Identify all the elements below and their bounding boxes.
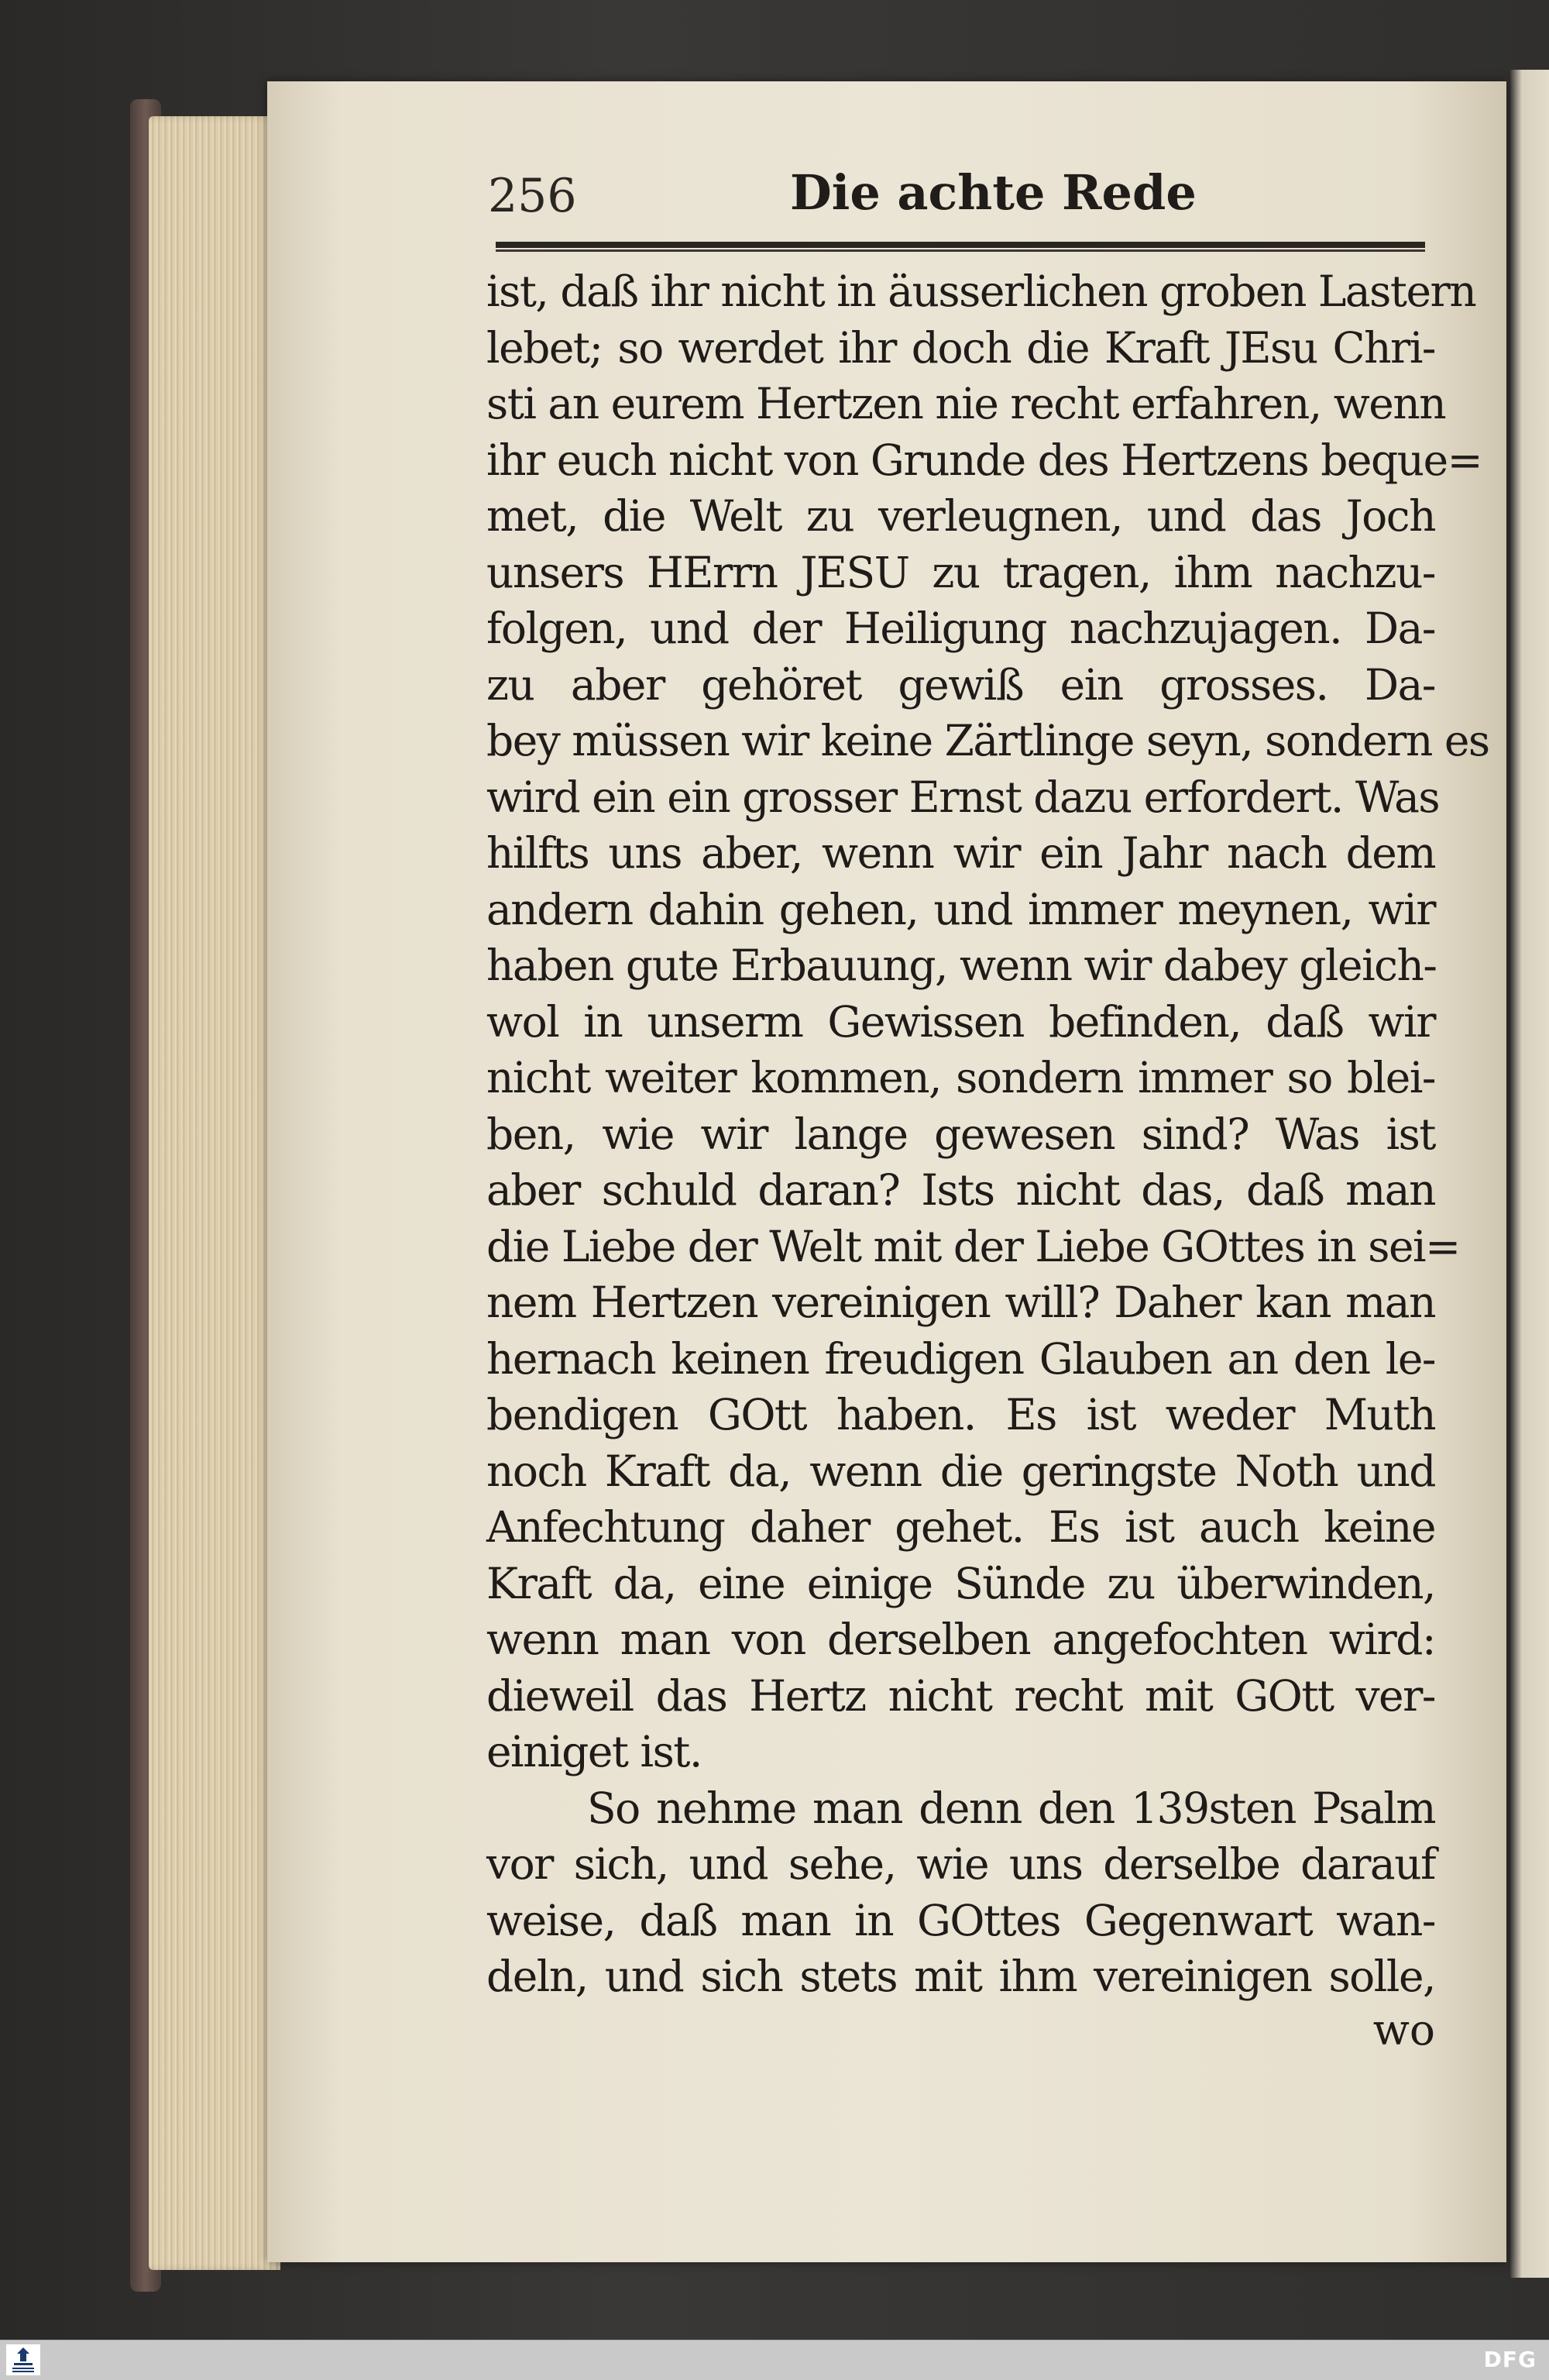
text-line: met, die Welt zu verleugnen, und das Joch <box>486 491 1435 541</box>
text-line: wol in unserm Gewissen befinden, daß wir <box>486 996 1435 1047</box>
page-number: 256 <box>488 169 577 223</box>
page-edges <box>149 116 280 2270</box>
text-line: deln, und sich stets mit ihm vereinigen solle, <box>486 1952 1435 2001</box>
text-line: sti an eurem Hertzen nie recht erfahren, wenn <box>486 379 1446 428</box>
text-line: andern dahin gehen, und immer meynen, wir <box>486 884 1435 934</box>
text-line: zu aber gehöret gewiß ein grosses. Da- <box>486 659 1435 710</box>
text-line: einiget ist. <box>486 1727 702 1776</box>
text-line: bey müssen wir keine Zärtlinge seyn, sondern es <box>486 716 1489 765</box>
viewer-footer <box>0 2340 1549 2380</box>
text-line: hernach keinen freudigen Glauben an den le- <box>486 1333 1435 1384</box>
header-rule <box>496 242 1425 248</box>
text-line: dieweil das Hertz nicht recht mit GOtt ver- <box>486 1670 1435 1721</box>
running-head: Die achte Rede <box>790 164 1197 221</box>
text-line: ihr euch nicht von Grunde des Hertzens beque= <box>486 435 1482 485</box>
catchword-line <box>486 2005 1435 2062</box>
dfg-logo: DFG <box>1483 2347 1537 2372</box>
library-logo-icon <box>6 2344 40 2375</box>
text-line: folgen, und der Heiligung nachzujagen. Da- <box>486 604 1435 653</box>
text-line: die Liebe der Welt mit der Liebe GOttes in sei= <box>486 1221 1460 1271</box>
text-line: noch Kraft da, wenn die geringste Noth und <box>486 1446 1435 1496</box>
text-line: Anfechtung daher gehet. Es ist auch keine <box>486 1502 1435 1552</box>
text-line: vor sich, und sehe, wie uns derselbe darauf <box>486 1839 1435 1889</box>
text-line: wird ein ein grosser Ernst dazu erfordert. Was <box>486 772 1440 822</box>
text-line: nicht weiter kommen, sondern immer so blei- <box>486 1053 1435 1102</box>
text-line: lebet; so werdet ihr doch die Kraft JEsu Chri- <box>486 322 1435 373</box>
text-line: wenn man von derselben angefochten wird: <box>486 1615 1435 1664</box>
text-line: hilfts uns aber, wenn wir ein Jahr nach dem <box>486 828 1435 878</box>
text-line: weise, daß man in GOttes Gegenwart wan- <box>486 1895 1435 1945</box>
text-line: haben gute Erbauung, wenn wir dabey gleich- <box>486 941 1437 990</box>
page-header <box>488 164 1429 231</box>
text-line: unsers HErrn JESU zu tragen, ihm nachzu- <box>486 547 1435 597</box>
text-line: bendigen GOtt haben. Es ist weder Muth <box>486 1390 1435 1439</box>
text-line: Kraft da, eine einige Sünde zu überwinden, <box>486 1558 1435 1608</box>
body-text <box>486 263 1489 2061</box>
text-line: aber schuld daran? Ists nicht das, daß man <box>486 1165 1435 1215</box>
text-line: ist, daß ihr nicht in äusserlichen groben Lastern <box>486 267 1476 316</box>
text-line: nem Hertzen vereinigen will? Daher kan man <box>486 1278 1435 1327</box>
catchword: wo <box>1372 2004 1435 2055</box>
text-line: So nehme man denn den 139sten Psalm <box>587 1783 1435 1833</box>
text-line: ben, wie wir lange gewesen sind? Was ist <box>486 1109 1435 1159</box>
facing-page-edge <box>1510 70 1549 2278</box>
